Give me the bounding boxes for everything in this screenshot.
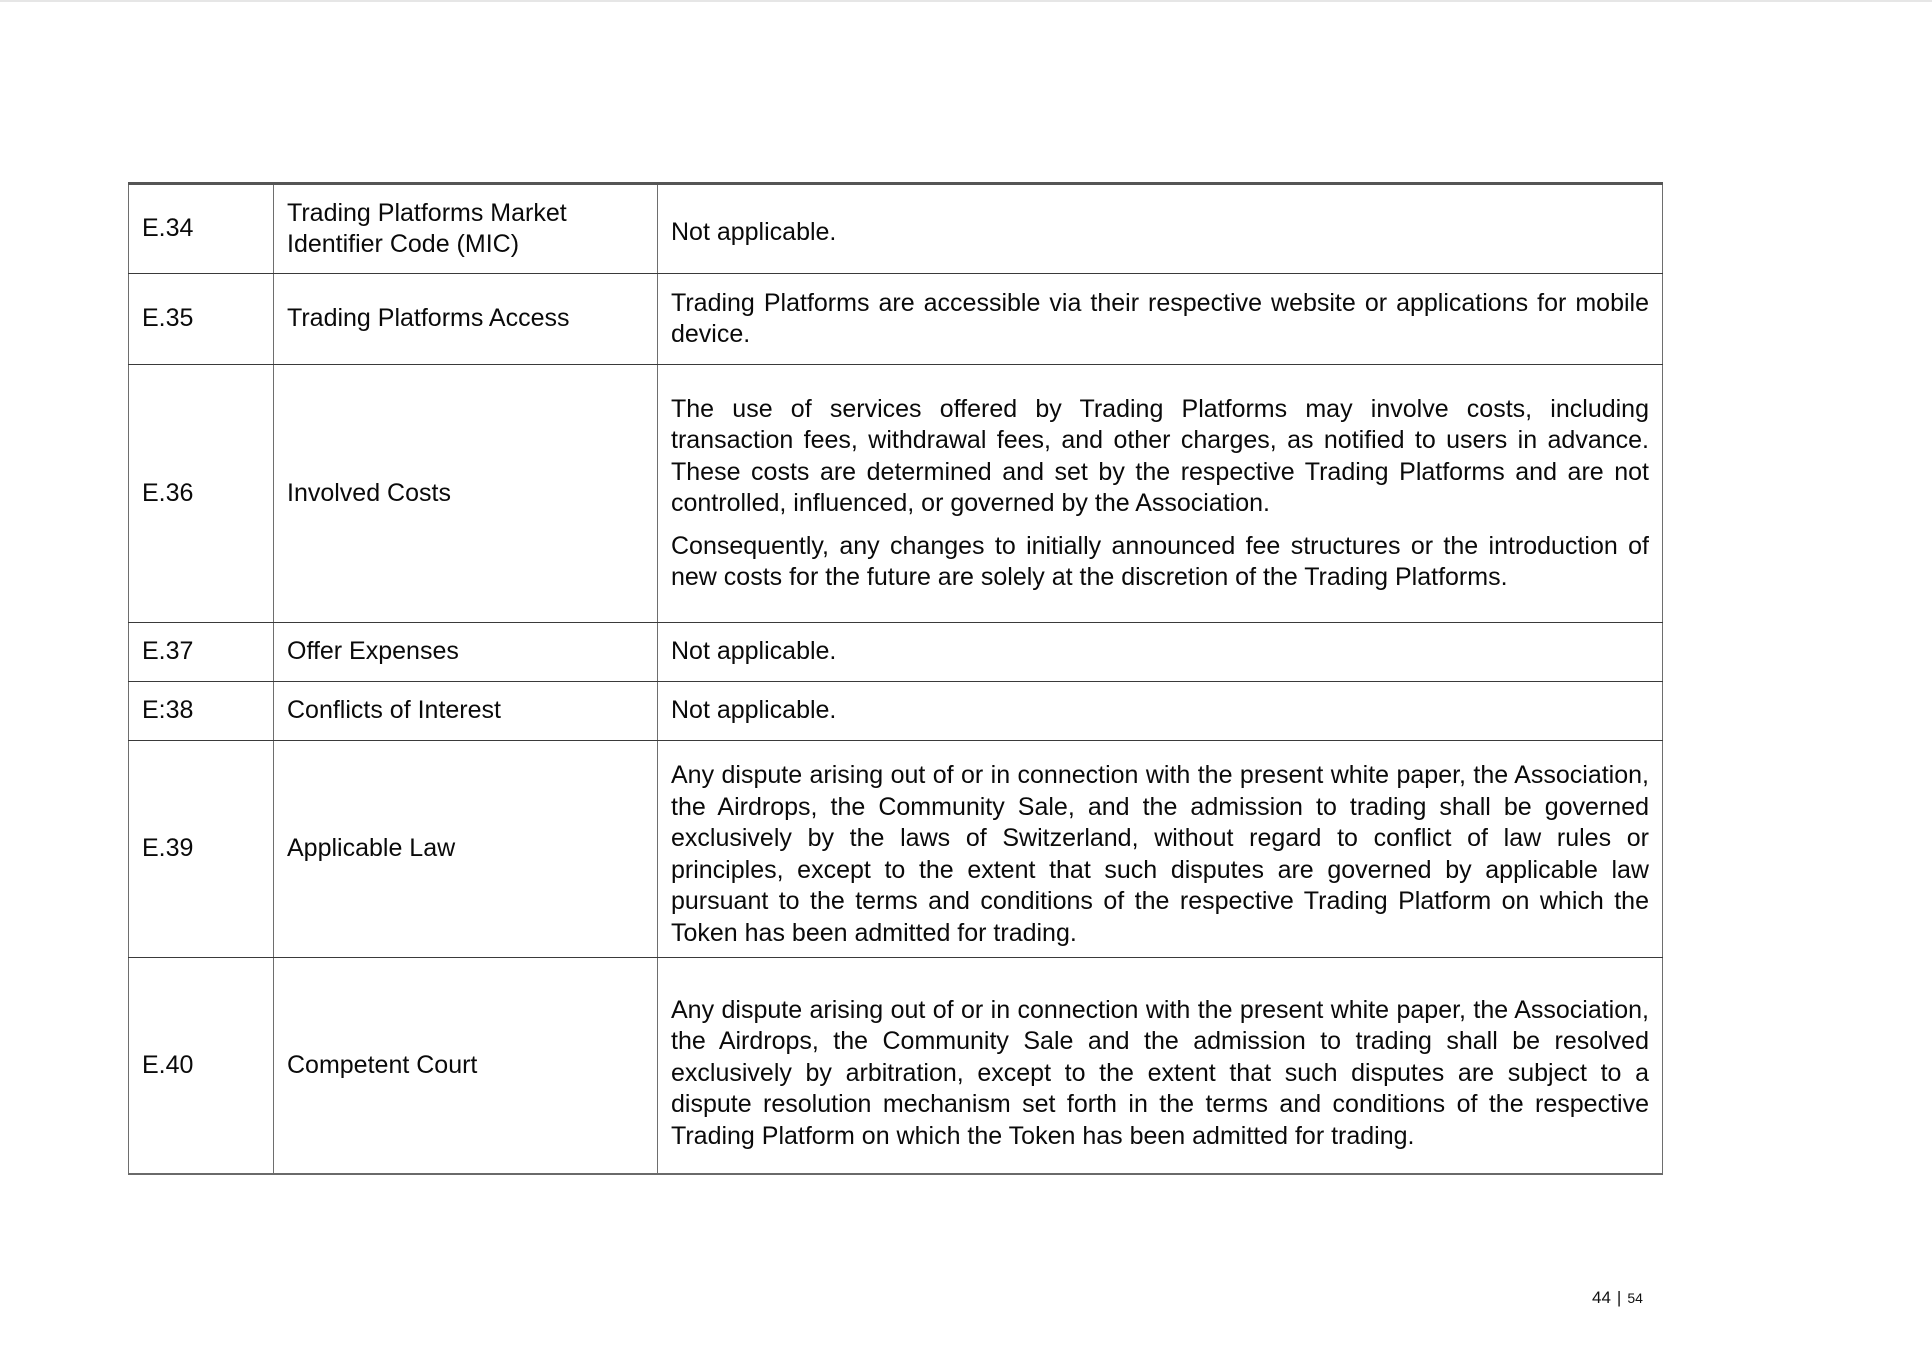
disclosure-table	[128, 182, 1663, 1175]
row-body-cell	[658, 184, 1663, 274]
row-label: Offer Expenses	[287, 637, 459, 666]
table-row	[129, 682, 1663, 741]
page-total: 54	[1627, 1290, 1643, 1306]
table-row	[129, 623, 1663, 682]
row-body-cell	[658, 682, 1663, 741]
row-id-cell	[129, 958, 274, 1174]
row-label: Trading Platforms Access	[287, 304, 570, 333]
row-label: Conflicts of Interest	[287, 696, 501, 725]
row-id: E.36	[142, 478, 194, 507]
row-body-cell	[658, 365, 1663, 623]
row-label-cell	[274, 741, 658, 958]
row-body-paragraph: Not applicable.	[671, 696, 837, 725]
row-id-cell	[129, 741, 274, 958]
row-body-paragraph: The use of services offered by Trading Platforms may involve costs, including transaction fees, withdrawal fees, and other charges, as notified to users in advance. These costs are determined and set by the respective Trading Platforms and are not controlled, influenced, or governed by the Association.	[671, 394, 1649, 517]
row-body-cell	[658, 623, 1663, 682]
row-body-paragraph: Trading Platforms are accessible via their respective website or applications for mobile device.	[671, 288, 1649, 348]
row-body-cell	[658, 274, 1663, 365]
table-row	[129, 741, 1663, 958]
row-body-cell	[658, 958, 1663, 1174]
row-id-cell	[129, 274, 274, 365]
row-label-cell	[274, 958, 658, 1174]
row-id: E.39	[142, 834, 194, 863]
table-row	[129, 274, 1663, 365]
row-id-cell	[129, 682, 274, 741]
row-label-cell	[274, 365, 658, 623]
row-label: Involved Costs	[287, 478, 451, 507]
row-id-cell	[129, 623, 274, 682]
row-id: E.35	[142, 304, 194, 333]
row-id: E:38	[142, 696, 194, 725]
row-label: Competent Court	[287, 1050, 478, 1079]
row-id: E.37	[142, 637, 194, 666]
row-label: Trading Platforms Market Identifier Code (MIC)	[287, 198, 567, 258]
row-id: E.40	[142, 1050, 194, 1079]
row-body-cell	[658, 741, 1663, 958]
row-body-paragraph: Not applicable.	[671, 218, 837, 247]
row-label-cell	[274, 184, 658, 274]
row-label: Applicable Law	[287, 834, 456, 863]
row-id-cell	[129, 184, 274, 274]
row-body-paragraph: Any dispute arising out of or in connection with the present white paper, the Association, the Airdrops, the Community Sale, and the admission to trading shall be governed exclusively by the laws of Switzerland, without regard to conflict of law rules or principles, except to the extent that such disputes are governed by applicable law pursuant to the terms and conditions of the respective Trading Platform on which the Token has been admitted for trading.	[671, 761, 1649, 947]
row-body-paragraph: Consequently, any changes to initially announced fee structures or the introduction of new costs for the future are solely at the discretion of the Trading Platforms.	[671, 531, 1649, 591]
page-number	[1592, 1288, 1643, 1308]
row-label-cell	[274, 682, 658, 741]
row-body-paragraph: Any dispute arising out of or in connection with the present white paper, the Association, the Airdrops, the Community Sale and the admission to trading shall be resolved exclusively by arbitration, except to the extent that such disputes are subject to a dispute resolution mechanism set forth in the terms and conditions of the respective Trading Platform on which the Token has been admitted for trading.	[671, 995, 1649, 1150]
table-row	[129, 958, 1663, 1174]
page-current: 44	[1592, 1288, 1611, 1307]
table-row	[129, 184, 1663, 274]
table-row	[129, 365, 1663, 623]
row-body-paragraph: Not applicable.	[671, 637, 837, 666]
row-label-cell	[274, 623, 658, 682]
page-separator: |	[1616, 1288, 1622, 1307]
row-id: E.34	[142, 214, 194, 243]
row-id-cell	[129, 365, 274, 623]
row-label-cell	[274, 274, 658, 365]
